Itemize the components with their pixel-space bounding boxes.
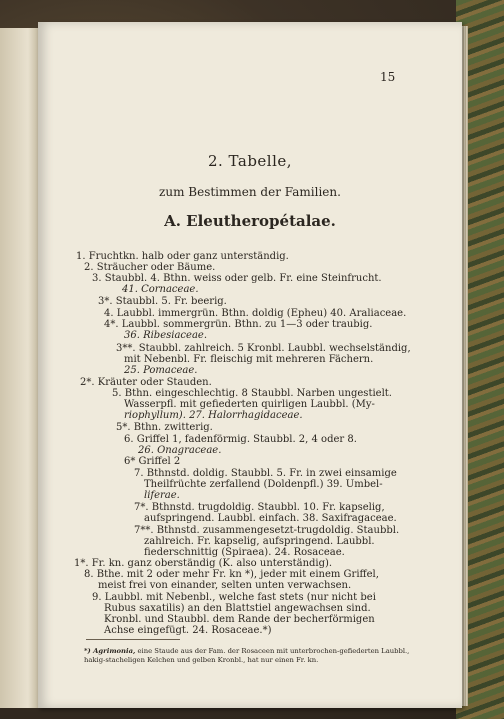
footnote xyxy=(84,647,414,665)
page-number: 15 xyxy=(380,70,396,84)
key-line: 4*. Laubbl. sommergrün. Bthn. zu 1—3 oder traubig. xyxy=(104,319,373,330)
key-line: 5. Bthn. eingeschlechtig. 8 Staubbl. Narben ungestielt. xyxy=(112,388,392,399)
key-line: mit Nebenbl. Fr. fleischig mit mehreren Fächern. xyxy=(124,354,374,365)
key-line: 41. Cornaceae. xyxy=(122,284,199,295)
key-line: Achse eingefügt. 24. Rosaceae.*) xyxy=(104,625,272,636)
footnote-lead: *) Agrimonia, xyxy=(84,647,136,655)
footnote-text: eine Staude aus der Fam. der Rosaceen mit unterbrochen-gefiederten Laubbl., hakig-stacheligen Kelchen und gelben Kronbl., hat nur einen Fr. kn. xyxy=(84,647,410,664)
key-line: 6* Griffel 2 xyxy=(124,456,181,467)
key-line: 7*. Bthnstd. trugdoldig. Staubbl. 10. Fr. kapselig, xyxy=(134,502,385,513)
key-line: 7**. Bthnstd. zusammengesetzt-trugdoldig. Staubbl. xyxy=(134,525,400,536)
key-line: 26. Onagraceae. xyxy=(138,445,222,456)
page-subtitle: zum Bestimmen der Familien. xyxy=(159,185,341,199)
key-line: 1*. Fr. kn. ganz oberständig (K. also unterständig). xyxy=(74,558,333,569)
key-line: 5*. Bthn. zwitterig. xyxy=(116,422,213,433)
key-line: 2. Sträucher oder Bäume. xyxy=(84,262,216,273)
key-line: 2*. Kräuter oder Stauden. xyxy=(80,377,212,388)
key-line: aufspringend. Laubbl. einfach. 38. Saxifragaceae. xyxy=(144,513,397,524)
key-line: 7. Bthnstd. doldig. Staubbl. 5. Fr. in zwei einsamige xyxy=(134,468,397,479)
key-line: meist frei von einander, selten unten verwachsen. xyxy=(98,580,352,591)
section-heading: A. Eleutheropétalae. xyxy=(164,212,336,230)
key-line: 3. Staubbl. 4. Bthn. weiss oder gelb. Fr. eine Steinfrucht. xyxy=(92,273,382,284)
left-page-edge xyxy=(0,28,40,708)
key-line: 6. Griffel 1, fadenförmig. Staubbl. 2, 4 oder 8. xyxy=(124,434,357,445)
key-line: liferae. xyxy=(144,490,180,501)
key-line: Rubus saxatilis) an den Blattstiel angewachsen sind. xyxy=(104,603,371,614)
key-line: 9. Laubbl. mit Nebenbl., welche fast stets (nur nicht bei xyxy=(92,592,376,603)
page-title: 2. Tabelle, xyxy=(207,152,293,170)
key-line: Kronbl. und Staubbl. dem Rande der becherförmigen xyxy=(104,614,375,625)
key-line: zahlreich. Fr. kapselig, aufspringend. Laubbl. xyxy=(144,536,375,547)
key-line: 4. Laubbl. immergrün. Bthn. doldig (Epheu) 40. Araliaceae. xyxy=(104,308,407,319)
key-line: 8. Bthe. mit 2 oder mehr Fr. kn *), jeder mit einem Griffel, xyxy=(84,569,379,580)
footnote-divider xyxy=(86,639,180,640)
key-line: 3**. Staubbl. zahlreich. 5 Kronbl. Laubbl. wechselständig, xyxy=(116,343,411,354)
key-line: Wasserpfl. mit gefiederten quirligen Laubbl. (My- xyxy=(124,399,375,410)
key-line: 3*. Staubbl. 5. Fr. beerig. xyxy=(98,296,227,307)
key-line: riophyllum). 27. Halorrhagidaceae. xyxy=(124,410,303,421)
key-line: 1. Fruchtkn. halb oder ganz unterständig. xyxy=(76,251,289,262)
key-line: 25. Pomaceae. xyxy=(124,365,198,376)
book-page xyxy=(38,22,462,708)
key-line: 36. Ribesiaceae. xyxy=(124,330,207,341)
key-line: fiederschnittig (Spiraea). 24. Rosaceae. xyxy=(144,547,345,558)
key-line: Theilfrüchte zerfallend (Doldenpfl.) 39. Umbel- xyxy=(144,479,383,490)
